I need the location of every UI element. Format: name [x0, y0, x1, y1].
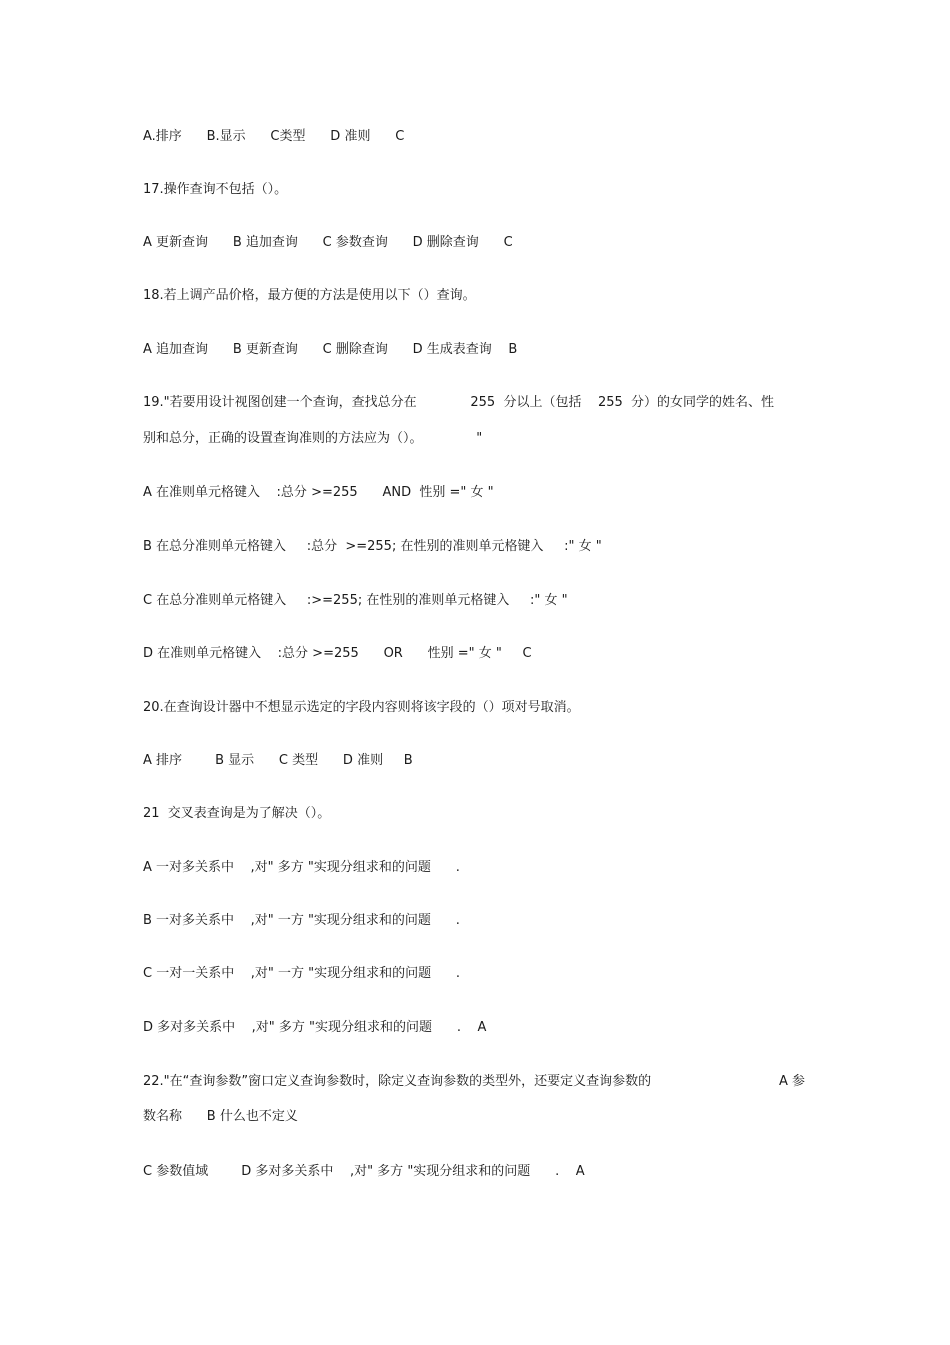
q19-option-c: C 在总分准则单元格键入 :>=255; 在性别的准则单元格键入 :" 女 " — [143, 593, 568, 608]
q19-question-line2: 别和总分，正确的设置查询准则的方法应为（）。 " — [143, 431, 483, 446]
q21-question: 21 交叉表查询是为了解决（）。 — [143, 806, 331, 821]
q21-option-d: D 多对多关系中 ,对" 多方 "实现分组求和的问题 . A — [143, 1020, 487, 1035]
q20-question: 20.在查询设计器中不想显示选定的字段内容则将该字段的（）项对号取消。 — [143, 700, 580, 715]
q19-question-line1: 19."若要用设计视图创建一个查询，查找总分在 255 分以上（包括 255 分）的女同学的姓名、性 — [143, 395, 775, 410]
q20-options: A 排序 B 显示 C 类型 D 准则 B — [143, 753, 413, 768]
q22-option-a-start: A 参 — [779, 1074, 806, 1089]
q19-option-d: D 在准则单元格键入 :总分 >=255 OR 性别 =" 女 " C — [143, 646, 532, 661]
q17-options: A 更新查询 B 追加查询 C 参数查询 D 删除查询 C — [143, 235, 513, 250]
q21-option-b: B 一对多关系中 ,对" 一方 "实现分组求和的问题 . — [143, 913, 460, 928]
q17-question: 17.操作查询不包括（）。 — [143, 182, 288, 197]
q18-options: A 追加查询 B 更新查询 C 删除查询 D 生成表查询 B — [143, 342, 518, 357]
q18-question: 18.若上调产品价格，最方便的方法是使用以下（）查询。 — [143, 288, 476, 303]
q19-option-a: A 在准则单元格键入 :总分 >=255 AND 性别 =" 女 " — [143, 485, 494, 500]
q21-option-c: C 一对一关系中 ,对" 一方 "实现分组求和的问题 . — [143, 966, 461, 981]
q22-question-line2: 数名称 B 什么也不定义 — [143, 1109, 298, 1124]
q16-options: A.排序 B.显示 C类型 D 准则 C — [143, 129, 405, 144]
q22-options: C 参数值域 D 多对多关系中 ,对" 多方 "实现分组求和的问题 . A — [143, 1164, 585, 1179]
q22-question-line1: 22."在“查询参数”窗口定义查询参数时，除定义查询参数的类型外，还要定义查询参数的 — [143, 1074, 652, 1089]
q19-option-b: B 在总分准则单元格键入 :总分 >=255; 在性别的准则单元格键入 :" 女 " — [143, 539, 602, 554]
q21-option-a: A 一对多关系中 ,对" 多方 "实现分组求和的问题 . — [143, 860, 460, 875]
